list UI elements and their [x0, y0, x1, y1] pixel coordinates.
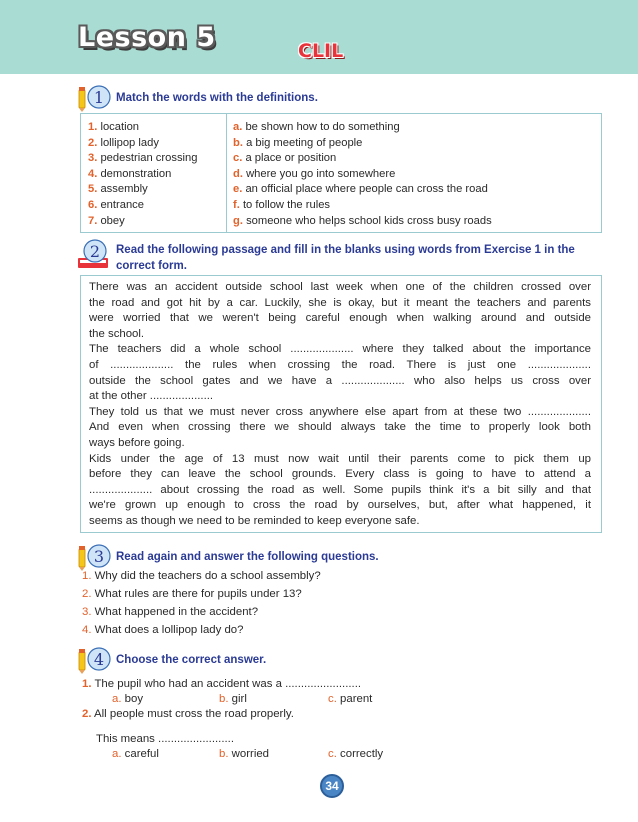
svg-text:3: 3	[93, 547, 105, 566]
word-item: 4. demonstration	[88, 167, 172, 180]
passage-line: of .................... the rules when crossing the road. There is just one ....................	[89, 359, 591, 371]
passage-line: outside the school gates and we have a .................... who also helps us cross over	[89, 374, 591, 387]
passage-line: Kids under the age of 13 must now wait until their parents come to pick them up	[89, 452, 591, 465]
comprehension-question: 2. What rules are there for pupils under 13?	[82, 588, 302, 600]
mc-q2-option-b[interactable]: b. worried	[219, 748, 270, 760]
match-table	[80, 113, 602, 233]
word-item: 6. entrance	[88, 199, 144, 211]
passage-line: were worried that we weren't being careful enough when walking around and outside	[89, 312, 591, 325]
svg-text:4: 4	[93, 650, 105, 669]
passage-line: And even when crossing there we should always take the time to properly look both	[89, 421, 591, 434]
definition-item: f. to follow the rules	[233, 199, 331, 211]
definition-item: g. someone who helps school kids cross busy roads	[233, 214, 492, 227]
passage-line: before they can leave the school grounds. Every class is going to have to attend a	[89, 468, 591, 481]
exercise-1-instruction: Match the words with the definitions.	[116, 92, 318, 104]
exercise-1-heading	[78, 82, 318, 112]
mc-question-1: 1. The pupil who had an accident was a ........................	[82, 678, 362, 690]
word-item: 3. pedestrian crossing	[88, 152, 198, 165]
word-item: 1. location	[88, 121, 140, 133]
clil-tag: CLIL	[298, 40, 344, 62]
pencil-number-icon	[78, 541, 112, 571]
passage-line: ways before going.	[89, 437, 185, 449]
exercise-3-instruction: Read again and answer the following questions.	[116, 551, 379, 563]
definition-item: b. a big meeting of people	[233, 136, 363, 149]
passage-line: There was an accident outside school last week when one of the children crossed over	[89, 281, 591, 293]
mc-question-2-blank: This means ........................	[96, 733, 234, 745]
passage-line: we're grown up enough to cross the road by ourselves, but, after what happened, it	[89, 499, 591, 512]
book-number-icon	[78, 238, 112, 268]
definition-item: c. a place or position	[233, 152, 337, 165]
exercise-3-heading	[78, 541, 379, 571]
lesson-title: Lesson 5	[78, 22, 216, 53]
svg-text:1: 1	[93, 88, 105, 107]
comprehension-question: 4. What does a lollipop lady do?	[82, 624, 244, 636]
mc-q2-option-c[interactable]: c. correctly	[328, 748, 384, 760]
page-number: 34	[320, 774, 344, 798]
passage-line: The teachers did a whole school .................... where they talked about the importance	[89, 343, 591, 356]
comprehension-question: 3. What happened in the accident?	[82, 606, 259, 618]
definition-item: a. be shown how to do something	[233, 121, 400, 133]
passage-line: seems as though we need to be reminded to keep everyone safe.	[89, 515, 420, 527]
exercise-2-instruction: Read the following passage and fill in the blanks using words from Exercise 1 in the correct form.	[116, 244, 575, 272]
exercise-4-heading	[78, 644, 266, 674]
mc-q1-option-c[interactable]: c. parent	[328, 693, 373, 705]
definition-item: d. where you go into somewhere	[233, 167, 396, 180]
mc-q1-option-a[interactable]: a. boy	[112, 693, 144, 705]
mc-question-2: 2. All people must cross the road properly.	[82, 708, 294, 720]
word-item: 2. lollipop lady	[88, 136, 159, 149]
definition-item: e. an official place where people can cross the road	[233, 183, 488, 196]
passage-line: the road and got hit by a car. Luckily, she is okay, but it meant the teachers and parents	[89, 296, 591, 309]
exercise-2-heading	[78, 238, 596, 274]
passage-line: at the other ....................	[89, 390, 214, 403]
word-item: 7. obey	[88, 214, 125, 227]
passage-line: .................... about crossing the road as well. Some pupils think it's a bit silly and that	[89, 483, 591, 496]
passage-line: They told us that we must never cross anywhere else apart from at these two ....................	[89, 405, 591, 418]
reading-passage	[80, 275, 602, 533]
pencil-number-icon	[78, 82, 112, 112]
mc-q1-option-b[interactable]: b. girl	[219, 693, 247, 705]
comprehension-question: 1. Why did the teachers do a school assembly?	[82, 570, 321, 582]
mc-q2-option-a[interactable]: a. careful	[112, 748, 159, 760]
word-item: 5. assembly	[88, 183, 148, 196]
passage-line: the school.	[89, 327, 145, 340]
pencil-number-icon	[78, 644, 112, 674]
svg-text:2: 2	[89, 242, 101, 261]
exercise-4-instruction: Choose the correct answer.	[116, 654, 267, 666]
